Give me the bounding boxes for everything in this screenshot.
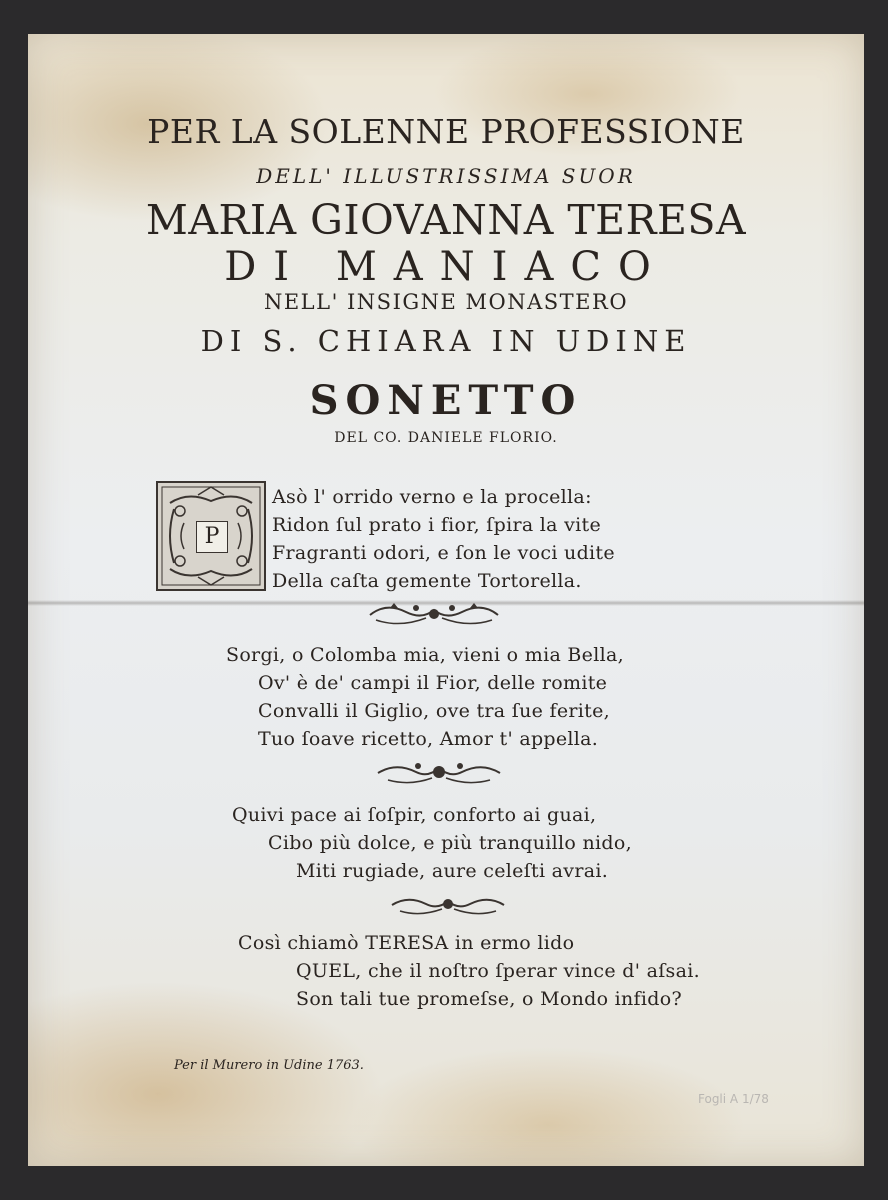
stanza4-line-3: Son tali tue promeſse, o Mondo infido? xyxy=(296,988,682,1010)
archive-mark: Fogli A 1/78 xyxy=(698,1092,769,1106)
poem-type: SONETTO xyxy=(309,377,583,424)
stanza3-line-1: Quivi pace ai ſoſpir, conforto ai guai, xyxy=(232,804,597,826)
stanza1-line-2: Ridon ſul prato i fior, ſpira la vite xyxy=(272,514,602,536)
floral-ornament-icon xyxy=(388,890,508,920)
title-monastery: NELL' INSIGNE MONASTERO xyxy=(263,290,629,314)
floral-ornament-icon xyxy=(374,756,504,790)
stanza2-line-4: Tuo ſoave ricetto, Amor t' appella. xyxy=(258,728,599,750)
stanza3-line-2: Cibo più dolce, e più tranquillo nido, xyxy=(268,832,632,854)
stanza4-line-2: QUEL, che il noſtro ſperar vince d' aſsai. xyxy=(296,960,700,982)
title-line-1: PER LA SOLENNE PROFESSIONE xyxy=(147,112,745,151)
stanza2-line-3: Convalli il Giglio, ove tra ſue ferite, xyxy=(258,700,610,722)
stanza1-line-4: Della caſta gemente Tortorella. xyxy=(272,570,582,592)
title-place: DI S. CHIARA IN UDINE xyxy=(200,324,692,358)
stanza3-line-3: Miti rugiade, aure celeſti avrai. xyxy=(296,860,609,882)
title-line-2: DELL' ILLUSTRISSIMA SUOR xyxy=(256,164,636,188)
stanza1-line-1: Asò l' orrido verno e la procella: xyxy=(272,486,592,508)
stanza2-line-1: Sorgi, o Colomba mia, vieni o mia Bella, xyxy=(226,644,624,666)
stanza4-line-1: Così chiamò TERESA in ermo lido xyxy=(238,932,575,954)
title-family: DI MANIACO xyxy=(224,244,668,290)
printer-imprint: Per il Murero in Udine 1763. xyxy=(174,1058,364,1073)
stanza2-line-2: Ov' è de' campi il Fior, delle romite xyxy=(258,672,608,694)
title-name: MARIA GIOVANNA TERESA xyxy=(145,196,747,244)
stanza1-line-3: Fragranti odori, e ſon le voci udite xyxy=(272,542,615,564)
broadside-sheet xyxy=(28,34,864,1166)
initial-letter: P xyxy=(196,521,228,553)
author-line: DEL CO. DANIELE FLORIO. xyxy=(334,430,558,446)
floral-ornament-icon xyxy=(366,598,502,632)
decorated-initial xyxy=(156,481,266,591)
